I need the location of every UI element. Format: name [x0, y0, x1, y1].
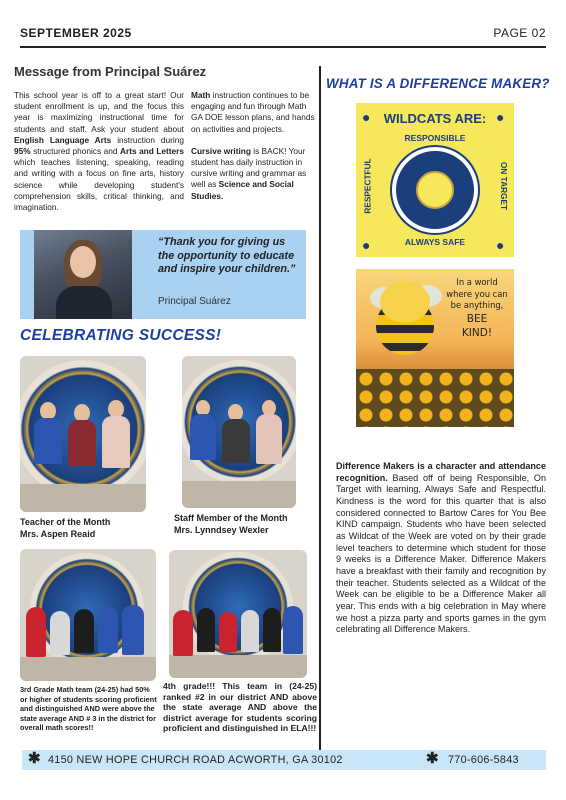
message-bold: Math: [191, 90, 211, 100]
bee-kind-text: [442, 277, 512, 340]
message-text: is BACK! Your student has daily instruction in cursive writing and grammar as well as: [191, 145, 307, 190]
bee-line: be anything,: [450, 300, 504, 310]
message-text: instruction during: [111, 134, 184, 145]
caption-line: Mrs. Aspen Reaid: [20, 528, 96, 539]
message-bold: 95%: [14, 146, 31, 157]
badge-responsible: RESPONSIBLE: [404, 133, 466, 143]
badge-title: WILDCATS ARE:: [383, 111, 487, 126]
fourth-grade-caption: 4th grade!!! This team in (24-25) ranked #2 in our district AND above the state average AND above the district average for students scoring proficient and distinguished in ELA!!!: [163, 681, 317, 734]
paw-icon: ●: [362, 237, 371, 253]
sunflower-field: [356, 369, 514, 427]
asterisk-icon: ✱: [28, 750, 41, 767]
school-seal-logo: [392, 147, 478, 233]
quote-text: “Thank you for giving us the opportunity to educate and inspire your children.”: [158, 236, 296, 275]
header-divider: [20, 46, 546, 48]
caption-line: Mrs. Lynndsey Wexler: [174, 524, 269, 535]
message-text: instruction continues to be engaging and fun through Math GA DOE lesson plans, and hands on activities and projects.: [191, 90, 315, 134]
principal-photo: [34, 230, 132, 319]
staff-of-month-caption: [174, 513, 288, 536]
message-text: which teaches listening, speaking, reading and writing with a focus on fine arts, history science while developing student's comprehension skills, critical thinking, and imagination.: [14, 157, 184, 213]
message-text: This school year is off to a great start! Our student enrollment is up, and the focus this year is maximizing instructional time for students and staff. Ask your student about: [14, 90, 184, 134]
badge-always-safe: ALWAYS SAFE: [404, 237, 466, 247]
dm-body: Based off of being Responsible, On Target with learning, Always Safe and Respectful. Kindness is the word for this quarter that is also considered connected to Bartow Cares for You Bee KIND campaign. Students who have been selected as Wildcat of the Week are voted on by their grade level teachers to determine which student for those 9 weeks is a Difference Maker. Difference Makers have a breakfast with their family and recognition by their teacher. Students selected as a Wildcat of the Week can be eligible to be a Difference Maker all year. This ends with a big celebration in May where we host a pizza party and sports games in the gym celebrating all Difference Makers.: [336, 472, 546, 635]
quote-signature: Principal Suárez: [158, 296, 231, 307]
message-bold: Cursive writing: [191, 145, 251, 156]
cursive-paragraph: [191, 146, 319, 202]
wildcats-badge: [356, 103, 514, 257]
school-address: 4150 NEW HOPE CHURCH ROAD ACWORTH, GA 30102: [48, 754, 343, 766]
principal-message-col2: [191, 90, 319, 213]
paw-icon: ●: [362, 109, 371, 125]
difference-maker-description: [336, 461, 546, 636]
issue-date: SEPTEMBER 2025: [20, 26, 132, 40]
message-bold: Science and Social Studies.: [191, 179, 294, 201]
bee-face: [380, 281, 430, 323]
principal-message-title: Message from Principal Suárez: [14, 64, 207, 79]
fourth-grade-photo: [169, 550, 307, 678]
math-paragraph: [191, 90, 319, 135]
bee-line: KIND!: [461, 326, 493, 339]
page-header: [20, 26, 546, 46]
asterisk-icon: ✱: [426, 750, 439, 767]
badge-on-target: ON TARGET: [498, 161, 509, 211]
bee-line: where you can: [446, 288, 508, 299]
staff-of-month-photo: [182, 356, 296, 508]
caption-line: Teacher of the Month: [20, 517, 111, 527]
celebrating-title: CELEBRATING SUCCESS!: [20, 327, 222, 344]
paw-icon: ●: [496, 237, 505, 253]
teacher-of-month-caption: [20, 517, 110, 540]
teacher-of-month-photo: [20, 356, 146, 512]
bee-line: In a world: [456, 277, 498, 287]
difference-maker-title: WHAT IS A DIFFERENCE MAKER?: [326, 76, 550, 91]
page-number: PAGE 02: [493, 26, 546, 40]
message-bold: Arts and Letters: [119, 146, 184, 157]
column-divider: [319, 66, 321, 760]
message-text: structured phonics and: [30, 146, 120, 157]
paw-icon: ●: [496, 109, 505, 125]
school-phone: 770-606-5843: [448, 754, 519, 766]
math-team-photo: [20, 549, 156, 681]
dm-bold: Difference Makers is a character and attendance recognition.: [336, 461, 546, 483]
caption-line: Staff Member of the Month: [174, 513, 288, 523]
bee-kind-graphic: [356, 269, 514, 427]
badge-respectful: RESPECTFUL: [362, 158, 373, 214]
principal-message-col1: [14, 90, 184, 213]
bee-line: BEE: [466, 312, 488, 325]
message-bold: English Language Arts: [14, 134, 112, 145]
math-team-caption: 3rd Grade Math team (24-25) had 50% or higher of students scoring proficient and distinguished AND were above the state average AND # 3 in the district for overall math scores!!: [20, 685, 157, 733]
